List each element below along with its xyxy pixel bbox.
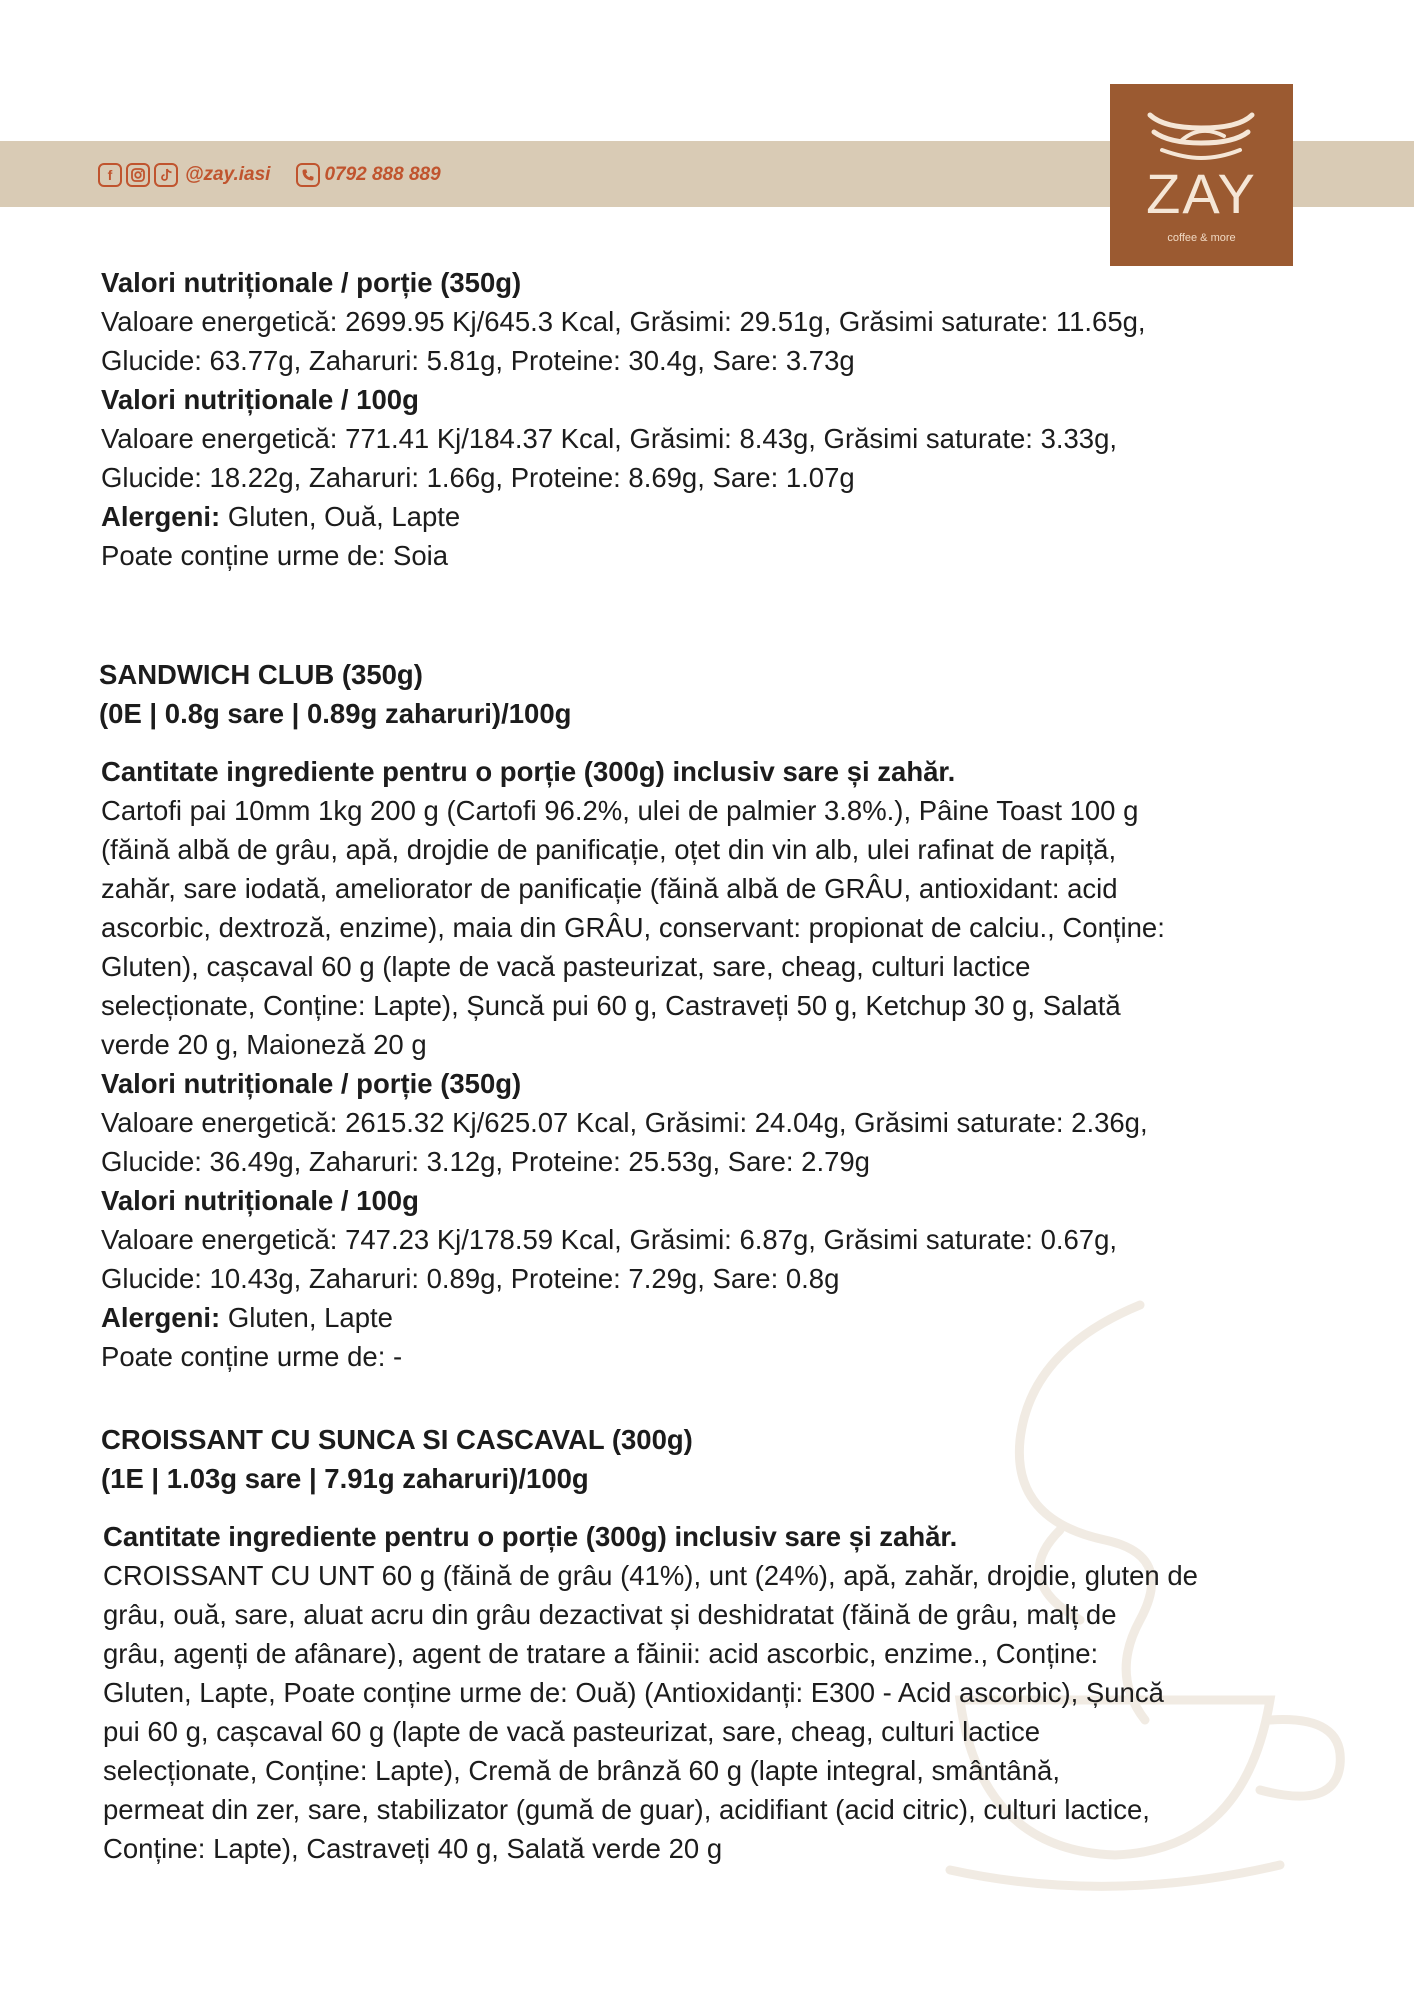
section2-nutr-portion-title: Valori nutriționale / porție (350g) xyxy=(101,1068,522,1099)
allergens-label: Alergeni: xyxy=(101,1302,221,1333)
section2-ingredients-line: verde 20 g, Maioneză 20 g xyxy=(101,1029,427,1060)
section2-nutr-portion-line: Valoare energetică: 2615.32 Kj/625.07 Kcal, Grăsimi: 24.04g, Grăsimi saturate: 2.36g, xyxy=(101,1107,1148,1138)
instagram-icon[interactable] xyxy=(126,163,150,187)
section2-ingredients-line: (făină albă de grâu, apă, drojdie de panificație, oțet din vin alb, ulei rafinat de rapiță, xyxy=(101,834,1117,865)
section2-subtitle: (0E | 0.8g sare | 0.89g zaharuri)/100g xyxy=(99,698,572,729)
section2-ingredients-line: zahăr, sare iodată, ameliorator de panificație (făină albă de GRÂU, antioxidant: acid xyxy=(101,873,1118,904)
logo-wordmark: ZAY xyxy=(1146,162,1257,225)
section2-traces: Poate conține urme de: - xyxy=(101,1341,403,1372)
phone-icon xyxy=(296,163,320,187)
section1-traces: Poate conține urme de: Soia xyxy=(101,540,449,571)
section1-allergens xyxy=(101,497,460,536)
section3-ingredients-title: Cantitate ingrediente pentru o porție (300g) inclusiv sare și zahăr. xyxy=(103,1521,958,1552)
section3-ingredients-line: CROISSANT CU UNT 60 g (făină de grâu (41%), unt (24%), apă, zahăr, drojdie, gluten de xyxy=(103,1560,1198,1591)
section2-nutr-100-line: Valoare energetică: 747.23 Kj/178.59 Kcal, Grăsimi: 6.87g, Grăsimi saturate: 0.67g, xyxy=(101,1224,1118,1255)
section1-nutr-portion-title: Valori nutriționale / porție (350g) xyxy=(101,267,522,298)
section1-nutr-portion-line: Glucide: 63.77g, Zaharuri: 5.81g, Proteine: 30.4g, Sare: 3.73g xyxy=(101,345,855,376)
section3-ingredients-line: Gluten, Lapte, Poate conține urme de: Ouă) (Antioxidanți: E300 - Acid ascorbic), Șuncă xyxy=(103,1677,1164,1708)
allergens-label: Alergeni: xyxy=(101,501,221,532)
tiktok-icon[interactable] xyxy=(154,163,178,187)
section1-nutr-100-line: Valoare energetică: 771.41 Kj/184.37 Kcal, Grăsimi: 8.43g, Grăsimi saturate: 3.33g, xyxy=(101,423,1118,454)
section2-ingredients-line: Cartofi pai 10mm 1kg 200 g (Cartofi 96.2%, ulei de palmier 3.8%.), Pâine Toast 100 g xyxy=(101,795,1139,826)
section2-ingredients-title: Cantitate ingrediente pentru o porție (300g) inclusiv sare și zahăr. xyxy=(101,756,956,787)
section2-ingredients-line: Gluten), cașcaval 60 g (lapte de vacă pasteurizat, sare, cheag, culturi lactice xyxy=(101,951,1031,982)
facebook-icon[interactable]: f xyxy=(98,163,122,187)
phone-number[interactable]: 0792 888 889 xyxy=(324,164,441,185)
section2-title: SANDWICH CLUB (350g) xyxy=(99,659,423,690)
social-handle[interactable]: @zay.iasi xyxy=(185,164,271,185)
section3-title: CROISSANT CU SUNCA SI CASCAVAL (300g) xyxy=(101,1424,693,1455)
section3-ingredients-line: grâu, agenți de afânare), agent de tratare a făinii: acid ascorbic, enzime., Conține: xyxy=(103,1638,1099,1669)
section2-ingredients-line: ascorbic, dextroză, enzime), maia din GRÂU, conservant: propionat de calciu., Conține: xyxy=(101,912,1165,943)
logo-tagline: coffee & more xyxy=(1167,232,1236,244)
section3-subtitle: (1E | 1.03g sare | 7.91g zaharuri)/100g xyxy=(101,1463,589,1494)
allergens-value: Gluten, Lapte xyxy=(220,1302,393,1333)
section3-ingredients-line: permeat din zer, sare, stabilizator (gumă de guar), acidifiant (acid citric), culturi lactice, xyxy=(103,1794,1150,1825)
section3-ingredients-line: pui 60 g, cașcaval 60 g (lapte de vacă pasteurizat, sare, cheag, culturi lactice xyxy=(103,1716,1041,1747)
section2-allergens xyxy=(101,1298,393,1337)
steam-cup-logo-icon xyxy=(1144,110,1259,160)
section3-ingredients-line: selecționate, Conține: Lapte), Cremă de brânză 60 g (lapte integral, smântână, xyxy=(103,1755,1060,1786)
section2-nutr-100-line: Glucide: 10.43g, Zaharuri: 0.89g, Proteine: 7.29g, Sare: 0.8g xyxy=(101,1263,840,1294)
allergens-value: Gluten, Ouă, Lapte xyxy=(220,501,461,532)
section1-nutr-portion-line: Valoare energetică: 2699.95 Kj/645.3 Kcal, Grăsimi: 29.51g, Grăsimi saturate: 11.65g, xyxy=(101,306,1146,337)
section3-ingredients-line: Conține: Lapte), Castraveți 40 g, Salată verde 20 g xyxy=(103,1833,723,1864)
section2-ingredients-line: selecționate, Conține: Lapte), Șuncă pui 60 g, Castraveți 50 g, Ketchup 30 g, Salată xyxy=(101,990,1121,1021)
social-bar xyxy=(98,160,441,190)
logo xyxy=(1110,84,1293,266)
section1-nutr-100-title: Valori nutriționale / 100g xyxy=(101,384,419,415)
section2-nutr-100-title: Valori nutriționale / 100g xyxy=(101,1185,419,1216)
section3-ingredients-line: grâu, ouă, sare, aluat acru din grâu dezactivat și deshidratat (făină de grâu, malț de xyxy=(103,1599,1117,1630)
section2-nutr-portion-line: Glucide: 36.49g, Zaharuri: 3.12g, Proteine: 25.53g, Sare: 2.79g xyxy=(101,1146,870,1177)
section1-nutr-100-line: Glucide: 18.22g, Zaharuri: 1.66g, Proteine: 8.69g, Sare: 1.07g xyxy=(101,462,855,493)
